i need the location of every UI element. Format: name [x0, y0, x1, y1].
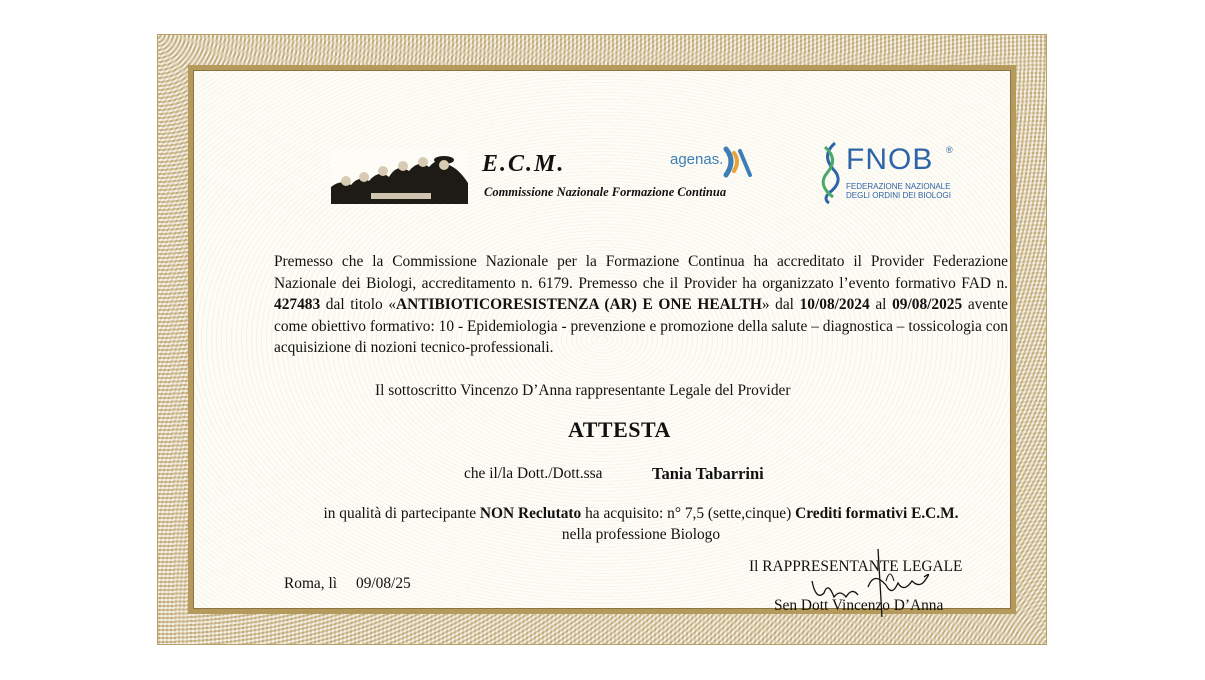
- representative-name: Sen Dott Vincenzo D’Anna: [774, 597, 944, 614]
- fnob-subtitle-2: DEGLI ORDINI DEI BIOLOGI: [846, 191, 951, 200]
- date-to: 09/08/2025: [892, 296, 963, 313]
- participant-type: NON Reclutato: [479, 505, 582, 522]
- credits-pre: in qualità di partecipante: [323, 505, 480, 522]
- credits-mid: ha acquisito: n° 7,5 (sette,cinque): [581, 505, 796, 522]
- profession-line: nella professione Biologo: [561, 526, 721, 543]
- place-label: Roma, lì: [284, 575, 338, 592]
- signed-line: Il sottoscritto Vincenzo D’Anna rappresentante Legale del Provider: [375, 382, 791, 399]
- para-text-5: avente come obiettivo formativo: 10 - Epidemiologia - prevenzione e promozione della salute – diagnostica – tossicologia con acquisizione di nozioni tecnico-professionali.: [274, 296, 1008, 356]
- fnob-name: FNOB: [846, 143, 934, 176]
- participant-name: Tania Tabarrini: [652, 464, 764, 483]
- fnob-registered: ®: [946, 145, 953, 155]
- fnob-helix-icon: [819, 141, 843, 205]
- certificate-border: [157, 34, 1047, 645]
- agenas-logo-text: agenas.: [670, 151, 724, 168]
- ecm-subtitle: Commissione Nazionale Formazione Continua: [484, 185, 727, 199]
- agenas-mark-icon: [722, 145, 754, 179]
- para-text-4: al: [869, 296, 893, 313]
- handwritten-signature-icon: [794, 541, 944, 621]
- certificate-inner: [193, 70, 1011, 614]
- issue-date: 09/08/25: [356, 575, 411, 592]
- attesta-heading: ATTESTA: [568, 417, 671, 442]
- date-from: 10/08/2024: [799, 296, 870, 313]
- dott-label: che il/la Dott./Dott.ssa: [464, 465, 603, 482]
- para-text-3: » dal: [761, 296, 800, 313]
- credits-statement: [274, 503, 1008, 545]
- accreditation-paragraph: [274, 251, 1008, 359]
- certificate-frame: [188, 65, 1016, 614]
- ecm-title: E.C.M.: [482, 151, 566, 177]
- event-title: ANTIBIOTICORESISTENZA (AR) E ONE HEALTH: [396, 296, 762, 313]
- para-text-2: dal titolo «: [320, 296, 397, 313]
- fnob-subtitle-1: FEDERAZIONE NAZIONALE: [846, 182, 951, 191]
- ecm-painting-icon: [331, 149, 468, 204]
- representative-title: Il RAPPRESENTANTE LEGALE: [749, 558, 963, 575]
- credits-label: Crediti formativi E.C.M.: [795, 505, 959, 522]
- event-number: 427483: [274, 296, 321, 313]
- para-text-1: Premesso che la Commissione Nazionale per la Formazione Continua ha accreditato il Provider Federazione Nazionale dei Biologi, accreditamento n. 6179. Premesso che il Provider ha organizzato l’evento formativo FAD n.: [274, 253, 1008, 292]
